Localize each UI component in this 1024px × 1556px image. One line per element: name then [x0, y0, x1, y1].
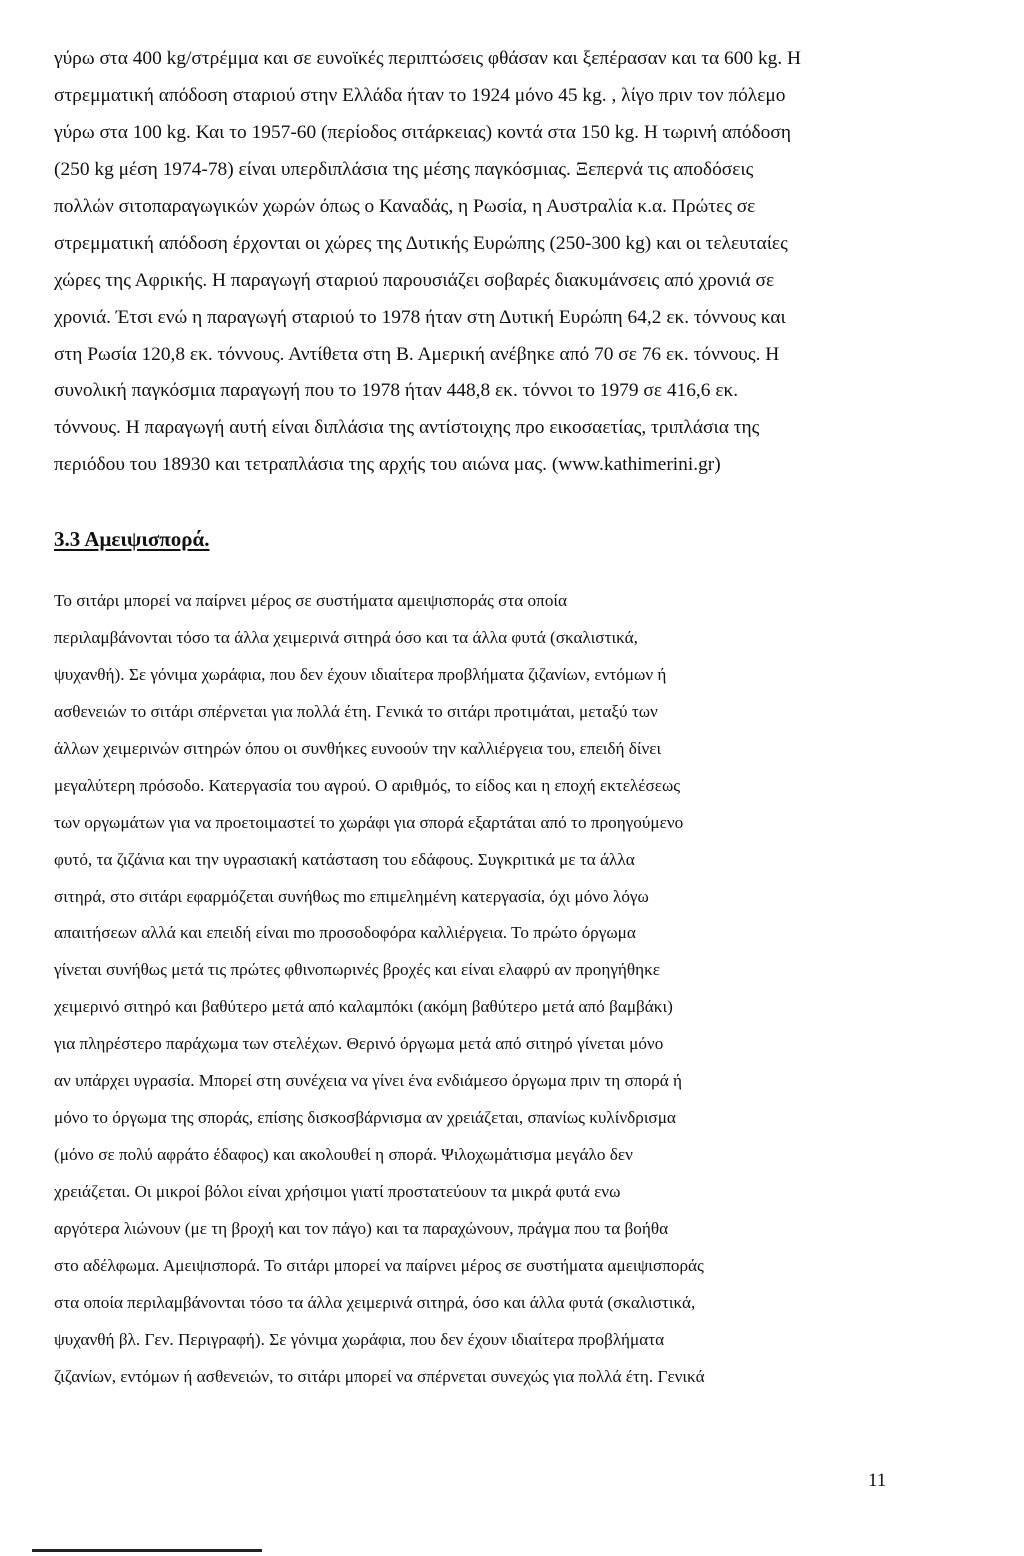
text-line: γύρω στα 400 kg/στρέμμα και σε ευνοϊκές περιπτώσεις φθάσαν και ξεπέρασαν και τα 600 kg. Η [54, 48, 802, 69]
text-line: στο αδέλφωμα. Αμειψισπορά. Το σιτάρι μπορεί να παίρνει μέρος σε συστήματα αμειψισποράς [54, 1255, 704, 1275]
paragraph-wheat-yield [54, 41, 904, 484]
page-number: 11 [868, 1470, 887, 1491]
text-line: ψυχανθή βλ. Γεν. Περιγραφή). Σε γόνιμα χωράφια, που δεν έχουν ιδιαίτερα προβλήματα [54, 1329, 665, 1349]
text-line: στρεμματική απόδοση σταριού στην Ελλάδα ήταν το 1924 μόνο 45 kg. , λίγο πριν τον πόλεμο [54, 84, 786, 106]
text-line: ψυχανθή). Σε γόνιμα χωράφια, που δεν έχουν ιδιαίτερα προβλήματα ζιζανίων, εντόμων ή [54, 664, 667, 684]
text-line: Το σιτάρι μπορεί να παίρνει μέρος σε συστήματα αμειψισποράς στα οποία [54, 591, 568, 610]
text-line: συνολική παγκόσμια παραγωγή που το 1978 ήταν 448,8 εκ. τόννοι το 1979 σε 416,6 εκ. [54, 380, 739, 402]
text-line: απαιτήσεων αλλά και επειδή είναι mo προσοδοφόρα καλλιέργεια. Το πρώτο όργωμα [54, 923, 636, 943]
text-line: πολλών σιτοπαραγωγικών χωρών όπως ο Καναδάς, η Ρωσία, η Αυστραλία κ.α. Πρώτες σε [54, 195, 756, 217]
text-line: περιόδου του 18930 και τετραπλάσια της αρχής του αιώνα μας. (www.kathimerini.gr) [54, 454, 721, 476]
text-line: ασθενειών το σιτάρι σπέρνεται για πολλά έτη. Γενικά το σιτάρι προτιμάται, μεταξύ των [54, 701, 658, 721]
text-line: των οργωμάτων για να προετοιμαστεί το χωράφι για σπορά εξαρτάται από το προηγούμενο [54, 812, 684, 832]
text-line: χρονιά. Έτσι ενώ η παραγωγή σταριού το 1978 ήταν στη Δυτική Ευρώπη 64,2 εκ. τόννους και [54, 306, 786, 328]
text-line: χρειάζεται. Οι μικροί βόλοι είναι χρήσιμοι γιατί προστατεύουν τα μικρά φυτά ενω [54, 1182, 621, 1201]
text-line: μεγαλύτερη πρόσοδο. Κατεργασία του αγρού. Ο αριθμός, το είδος και η εποχή εκτελέσεως [54, 775, 681, 795]
text-line: χώρες της Αφρικής. Η παραγωγή σταριού παρουσιάζει σοβαρές διακυμάνσεις από χρονιά σε [54, 269, 775, 291]
text-line: γύρω στα 100 kg. Και το 1957-60 (περίοδος σιτάρκειας) κοντά στα 150 kg. Η τωρινή απόδοση [54, 121, 791, 143]
section-heading: 3.3 Αμειψισπορά. [54, 527, 210, 551]
text-line: χειμερινό σιτηρό και βαθύτερο μετά από καλαμπόκι (ακόμη βαθύτερο μετά από βαμβάκι) [54, 997, 673, 1017]
text-line: σιτηρά, στο σιτάρι εφαρμόζεται συνήθως mo επιμελημένη κατεργασία, όχι μόνο λόγω [54, 886, 649, 906]
text-line: γίνεται συνήθως μετά τις πρώτες φθινοπωρινές βροχές και είναι ελαφρύ αν προηγήθηκε [54, 960, 661, 980]
text-line: αργότερα λιώνουν (με τη βροχή και τον πάγο) και τα παραχώνουν, πράγμα που τα βοήθα [54, 1218, 669, 1238]
paragraph-crop-rotation [54, 583, 934, 1396]
text-line: στα οποία περιλαμβάνονται τόσο τα άλλα χειμερινά σιτηρά, όσο και άλλα φυτά (σκαλιστικά, [54, 1292, 696, 1312]
text-line: αν υπάρχει υγρασία. Μπορεί στη συνέχεια να γίνει ένα ενδιάμεσο όργωμα πριν τη σπορά ή [54, 1071, 682, 1091]
text-line: μόνο το όργωμα της σποράς, επίσης δισκοσβάρνισμα αν χρειάζεται, σπανίως κυλίνδρισμα [54, 1108, 676, 1128]
text-line: τόννους. Η παραγωγή αυτή είναι διπλάσια της αντίστοιχης προ εικοσαετίας, τριπλάσια της [54, 417, 760, 439]
text-line: (250 kg μέση 1974-78) είναι υπερδιπλάσια της μέσης παγκόσμιας. Ξεπερνά τις αποδόσεις [54, 158, 754, 180]
text-line: φυτό, τα ζιζάνια και την υγρασιακή κατάσταση του εδάφους. Συγκριτικά με τα άλλα [54, 849, 635, 869]
text-line: στη Ρωσία 120,8 εκ. τόννους. Αντίθετα στη Β. Αμερική ανέβηκε από 70 σε 76 εκ. τόννους. Η [54, 343, 780, 365]
text-line: περιλαμβάνονται τόσο τα άλλα χειμερινά σιτηρά όσο και τα άλλα φυτά (σκαλιστικά, [54, 627, 638, 647]
text-line: για πληρέστερο παράχωμα των στελέχων. Θερινό όργωμα μετά από σιτηρό γίνεται μόνο [54, 1034, 664, 1054]
text-line: (μόνο σε πολύ αφράτο έδαφος) και ακολουθεί η σπορά. Ψιλοχωμάτισμα μεγάλο δεν [54, 1145, 633, 1165]
text-line: άλλων χειμερινών σιτηρών όπου οι συνθήκες ευνοούν την καλλιέργεια του, επειδή δίνει [54, 738, 662, 758]
footer-rule [32, 1549, 262, 1552]
text-line: ζιζανίων, εντόμων ή ασθενειών, το σιτάρι μπορεί να σπέρνεται συνεχώς για πολλά έτη. Γενικά [54, 1366, 705, 1386]
text-line: στρεμματική απόδοση έρχονται οι χώρες της Δυτικής Ευρώπης (250-300 kg) και οι τελευταίες [54, 232, 788, 254]
